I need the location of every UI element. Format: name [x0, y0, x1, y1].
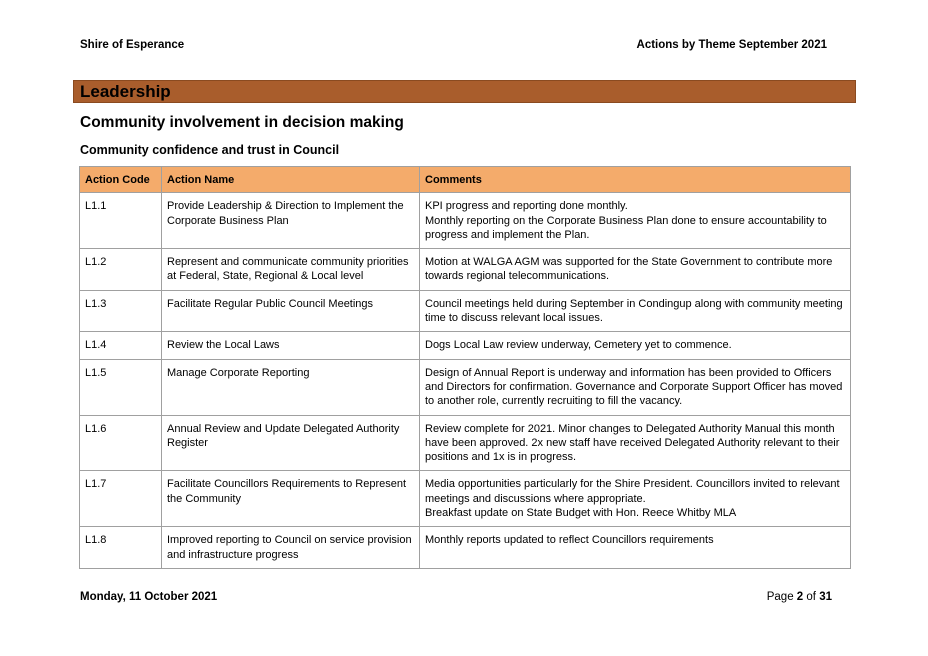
page-total: 31	[819, 591, 832, 603]
action-name: Facilitate Councillors Requirements to Represent the Community	[162, 471, 420, 527]
action-comments	[420, 415, 851, 471]
action-code: L1.8	[80, 527, 162, 569]
report-title: Actions by Theme September 2021	[636, 39, 827, 51]
table-header-row	[80, 167, 851, 193]
theme-title: Leadership	[80, 82, 171, 101]
comment-line: Breakfast update on State Budget with Hon. Reece Whitby MLA	[425, 507, 737, 520]
page-current: 2	[796, 591, 804, 603]
action-name: Improved reporting to Council on service provision and infrastructure progress	[162, 527, 420, 569]
table-row	[80, 415, 851, 471]
comment-line: Monthly reporting on the Corporate Business Plan done to ensure accountability to progress and implement the Plan.	[425, 214, 827, 241]
comment-line: Review complete for 2021. Minor changes to Delegated Authority Manual this month have been approved. 2x new staff have received Delegated Authority relevant to their positions and 1x is in progress.	[425, 422, 840, 464]
table-row	[80, 332, 851, 359]
table-row	[80, 290, 851, 332]
page-number	[767, 591, 832, 603]
action-code: L1.3	[80, 290, 162, 332]
page-word: Page	[766, 591, 794, 603]
organisation-name: Shire of Esperance	[80, 39, 185, 51]
section-title: Community involvement in decision making	[80, 114, 404, 131]
action-code: L1.1	[80, 193, 162, 249]
action-comments	[420, 527, 851, 569]
action-name: Annual Review and Update Delegated Authority Register	[162, 415, 420, 471]
theme-banner	[73, 80, 856, 103]
action-comments	[420, 471, 851, 527]
action-code: L1.5	[80, 359, 162, 415]
comment-line: Media opportunities particularly for the Shire President. Councillors invited to relevant meetings and discussions where appropriate.	[425, 478, 840, 505]
table-row	[80, 471, 851, 527]
column-header-action-code: Action Code	[80, 167, 162, 193]
comment-line: Monthly reports updated to reflect Councillors requirements	[425, 534, 714, 547]
action-comments	[420, 290, 851, 332]
action-name: Manage Corporate Reporting	[162, 359, 420, 415]
comment-line: Motion at WALGA AGM was supported for the State Government to contribute more towards regional telecommunications.	[425, 256, 833, 283]
action-comments	[420, 193, 851, 249]
action-name: Represent and communicate community priorities at Federal, State, Regional & Local level	[162, 249, 420, 291]
actions-table	[79, 166, 851, 569]
action-comments	[420, 359, 851, 415]
action-comments	[420, 249, 851, 291]
action-code: L1.4	[80, 332, 162, 359]
subsection-title: Community confidence and trust in Council	[80, 143, 340, 157]
comment-line: Council meetings held during September in Condingup along with community meeting time to discuss relevant local issues.	[425, 297, 843, 325]
action-code: L1.6	[80, 415, 162, 471]
comment-line: Design of Annual Report is underway and information has been provided to Officers and Directors for confirmation. Governance and Corporate Support Officer has moved to another role, currently recruiting to fill the vacancy.	[425, 366, 843, 408]
action-code: L1.7	[80, 471, 162, 527]
action-comments	[420, 332, 851, 359]
report-date: Monday, 11 October 2021	[80, 591, 218, 603]
table-row	[80, 193, 851, 249]
table-row	[80, 359, 851, 415]
comment-line: KPI progress and reporting done monthly.	[425, 200, 628, 213]
column-header-comments: Comments	[420, 167, 851, 193]
action-name: Review the Local Laws	[162, 332, 420, 359]
table-row	[80, 249, 851, 291]
page-of: of	[806, 591, 816, 603]
table-row	[80, 527, 851, 569]
action-code: L1.2	[80, 249, 162, 291]
action-name: Provide Leadership & Direction to Implement the Corporate Business Plan	[162, 193, 420, 249]
column-header-action-name: Action Name	[162, 167, 420, 193]
comment-line: Dogs Local Law review underway, Cemetery yet to commence.	[425, 339, 732, 352]
action-name: Facilitate Regular Public Council Meetings	[162, 290, 420, 332]
